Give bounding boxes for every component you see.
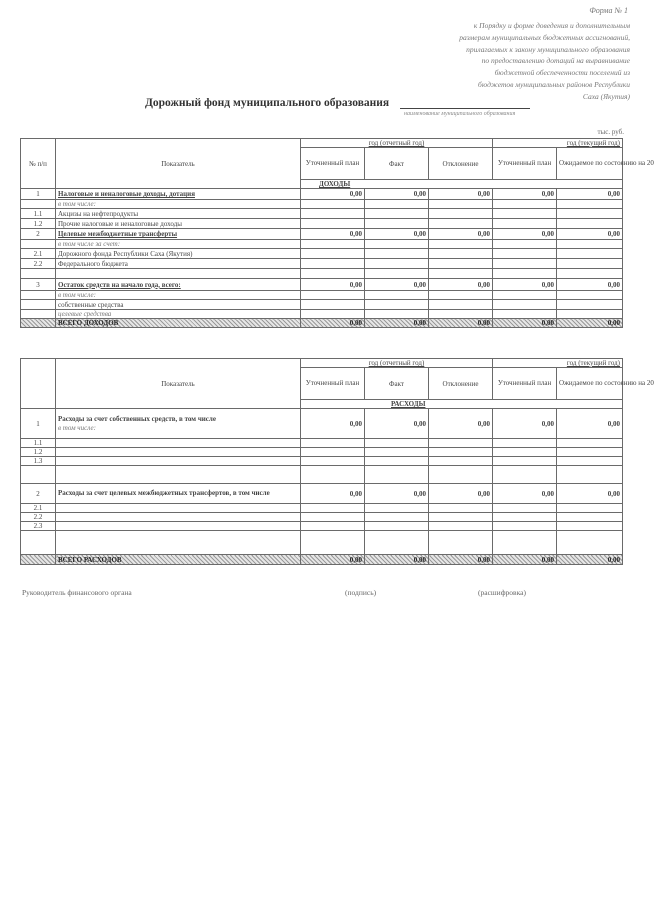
expense-total-row <box>21 555 623 565</box>
value-plan2: 0,00 <box>493 484 557 504</box>
row-number: 1.2 <box>21 219 56 229</box>
preamble-line: бюджетов муниципальных районов Республики <box>478 79 630 89</box>
row-number: 1 <box>21 409 56 439</box>
row-number <box>21 200 56 209</box>
row-label: целевые средства <box>56 310 301 319</box>
row-number <box>21 466 56 484</box>
income-row <box>21 240 623 249</box>
row-number: 3 <box>21 279 56 291</box>
row-number: 2.3 <box>21 522 56 531</box>
title-caption: наименование муниципального образования <box>404 111 516 117</box>
row-label <box>56 522 301 531</box>
col-plan2-header: Уточненный план <box>493 148 557 180</box>
total-deviation: 0,00 <box>429 555 493 565</box>
col-expected-header: Ожидаемое по состоянию на 20 <box>557 368 623 400</box>
group-current-year: год (текущий год) <box>493 139 623 148</box>
row-label: в том числе: <box>56 291 301 300</box>
col-indicator-header: Показатель <box>56 139 301 189</box>
row-number: 2.2 <box>21 513 56 522</box>
title-fill-line <box>400 108 530 109</box>
col-plan-header: Уточненный план <box>301 148 365 180</box>
row-number: 2 <box>21 484 56 504</box>
row-label: Дорожного фонда Республики Саха (Якутия) <box>56 249 301 259</box>
row-sublabel: в том числе: <box>58 423 96 432</box>
income-row <box>21 209 623 219</box>
row-number: 1.2 <box>21 448 56 457</box>
row-number: 1.1 <box>21 439 56 448</box>
value-fact: 0,00 <box>365 279 429 291</box>
footer-head-label: Руководитель финансового органа <box>22 588 132 597</box>
row-label <box>56 457 301 466</box>
row-label: в том числе за счет: <box>56 240 301 249</box>
income-row <box>21 300 623 310</box>
row-label <box>56 513 301 522</box>
total-plan: 0,00 <box>301 555 365 565</box>
value-deviation: 0,00 <box>429 279 493 291</box>
preamble-line: Саха (Якутия) <box>582 91 630 101</box>
income-header-row <box>21 139 623 148</box>
value-plan: 0,00 <box>301 484 365 504</box>
section-title-expense: РАСХОДЫ <box>301 400 623 409</box>
row-label: Расходы за счет целевых межбюджетных трансфертов, в том числе <box>56 484 301 504</box>
value-deviation: 0,00 <box>429 409 493 439</box>
row-number <box>21 269 56 279</box>
total-fact: 0,00 <box>365 555 429 565</box>
value-fact: 0,00 <box>365 229 429 240</box>
row-number <box>21 300 56 310</box>
income-total-row <box>21 319 623 328</box>
col-fact-header: Факт <box>365 148 429 180</box>
value-deviation: 0,00 <box>429 189 493 200</box>
value-deviation: 0,00 <box>429 229 493 240</box>
group-reporting-year: год (отчетный год) <box>301 359 493 368</box>
row-label <box>56 269 301 279</box>
total-expected: 0,00 <box>557 319 623 328</box>
income-row <box>21 279 623 291</box>
row-label: Федерального бюджета <box>56 259 301 269</box>
row-label: в том числе: <box>56 200 301 209</box>
value-expected: 0,00 <box>557 484 623 504</box>
row-number <box>21 310 56 319</box>
row-label: Налоговые и неналоговые доходы, дотация <box>56 189 301 200</box>
income-row <box>21 269 623 279</box>
row-number: 2 <box>21 229 56 240</box>
row-number <box>21 240 56 249</box>
row-label <box>56 466 301 484</box>
col-number-header: № п/п <box>21 139 56 189</box>
preamble-line: размерам муниципальных бюджетных ассигнований, <box>459 32 630 42</box>
row-number: 1.1 <box>21 209 56 219</box>
row-label: Целевые межбюджетные трансферты <box>56 229 301 240</box>
value-plan: 0,00 <box>301 189 365 200</box>
preamble <box>400 20 630 103</box>
value-fact: 0,00 <box>365 409 429 439</box>
income-row <box>21 249 623 259</box>
row-label: Расходы за счет собственных средств, в том числе <box>58 414 216 423</box>
row-label <box>56 448 301 457</box>
col-plan2-header: Уточненный план <box>493 368 557 400</box>
col-fact-header: Факт <box>365 368 429 400</box>
expense-row <box>21 466 623 484</box>
value-plan: 0,00 <box>301 229 365 240</box>
expense-row <box>21 439 623 448</box>
col-deviation-header: Отклонение <box>429 368 493 400</box>
income-row <box>21 229 623 240</box>
section-title-income: ДОХОДЫ <box>301 180 623 189</box>
value-expected: 0,00 <box>557 229 623 240</box>
value-plan2: 0,00 <box>493 229 557 240</box>
group-current-year: год (текущий год) <box>493 359 623 368</box>
value-plan: 0,00 <box>301 409 365 439</box>
income-row <box>21 310 623 319</box>
row-number: 2.1 <box>21 249 56 259</box>
document-title: Дорожный фонд муниципального образования <box>145 97 390 109</box>
value-deviation: 0,00 <box>429 484 493 504</box>
value-expected: 0,00 <box>557 409 623 439</box>
col-deviation-header: Отклонение <box>429 148 493 180</box>
row-label: Прочие налоговые и неналоговые доходы <box>56 219 301 229</box>
preamble-line: к Порядку и форме доведения и дополнительным <box>473 21 630 30</box>
value-plan2: 0,00 <box>493 409 557 439</box>
group-reporting-year: год (отчетный год) <box>301 139 493 148</box>
expense-row <box>21 484 623 504</box>
expense-row <box>21 504 623 513</box>
row-label <box>56 504 301 513</box>
col-indicator-header: Показатель <box>56 359 301 409</box>
value-expected: 0,00 <box>557 279 623 291</box>
total-plan: 0,00 <box>301 319 365 328</box>
footer-decoding-label: (расшифровка) <box>478 588 526 597</box>
row-number: 2.2 <box>21 259 56 269</box>
expense-header-row <box>21 359 623 368</box>
expense-row <box>21 409 623 439</box>
expense-table <box>20 358 654 565</box>
row-label <box>56 439 301 448</box>
form-number: Форма № 1 <box>589 6 628 15</box>
row-number <box>21 291 56 300</box>
row-label: Остаток средств на начало года, всего: <box>56 279 301 291</box>
income-table <box>20 138 654 328</box>
row-label: собственные средства <box>56 300 301 310</box>
total-fact: 0,00 <box>365 319 429 328</box>
total-label: ВСЕГО РАСХОДОВ <box>56 555 301 565</box>
row-number: 1 <box>21 189 56 200</box>
income-row <box>21 219 623 229</box>
value-expected: 0,00 <box>557 189 623 200</box>
col-plan-header: Уточненный план <box>301 368 365 400</box>
preamble-line: бюджетной обеспеченности поселений из <box>494 68 630 78</box>
total-deviation: 0,00 <box>429 319 493 328</box>
total-plan2: 0,00 <box>493 319 557 328</box>
preamble-line: прилагаемых к закону муниципального образования <box>466 44 630 54</box>
footer-signature-label: (подпись) <box>345 588 377 597</box>
units-label: тыс. руб. <box>597 128 624 136</box>
value-plan2: 0,00 <box>493 189 557 200</box>
col-expected-header: Ожидаемое по состоянию на 20 <box>557 148 623 180</box>
row-label-cell <box>56 409 301 439</box>
expense-filler-row <box>21 531 623 555</box>
total-plan2: 0,00 <box>493 555 557 565</box>
total-expected: 0,00 <box>557 555 623 565</box>
value-fact: 0,00 <box>365 484 429 504</box>
expense-row <box>21 522 623 531</box>
value-fact: 0,00 <box>365 189 429 200</box>
row-label: Акцизы на нефтепродукты <box>56 209 301 219</box>
income-row <box>21 200 623 209</box>
income-row <box>21 291 623 300</box>
expense-row <box>21 448 623 457</box>
total-label: ВСЕГО ДОХОДОВ <box>56 319 301 328</box>
income-row <box>21 259 623 269</box>
row-number: 2.1 <box>21 504 56 513</box>
row-number: 1.3 <box>21 457 56 466</box>
preamble-line: по предоставлению дотаций на выравнивание <box>481 56 630 66</box>
income-row <box>21 189 623 200</box>
expense-row <box>21 457 623 466</box>
expense-row <box>21 513 623 522</box>
value-plan: 0,00 <box>301 279 365 291</box>
value-plan2: 0,00 <box>493 279 557 291</box>
